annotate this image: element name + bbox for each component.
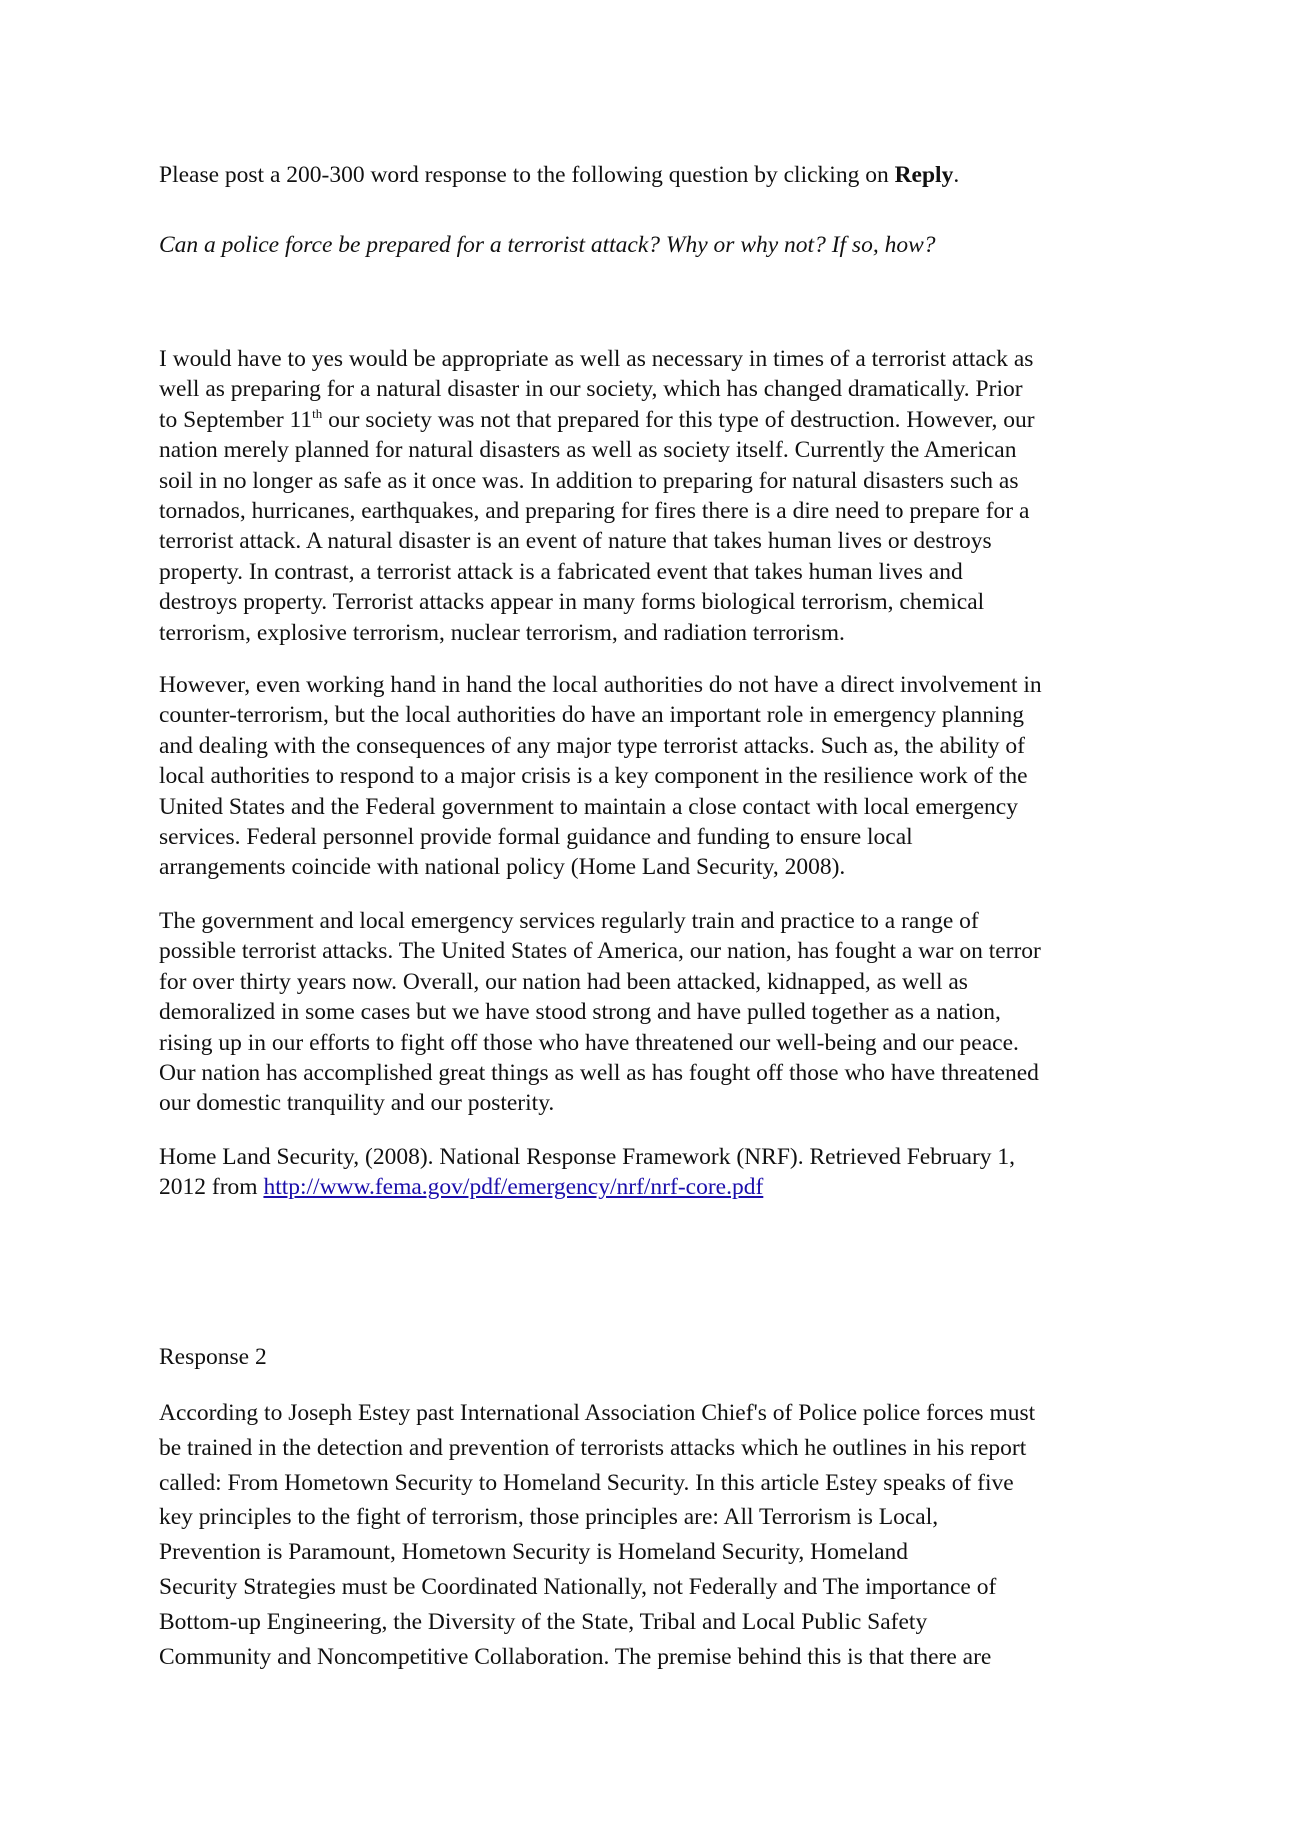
text-line: I would have to yes would be appropriate as well as necessary in times of a terrorist attack as bbox=[159, 346, 1034, 372]
text-line: counter-terrorism, but the local authorities do have an important role in emergency planning bbox=[159, 702, 1025, 729]
text-line: property. In contrast, a terrorist attack is a fabricated event that takes human lives and bbox=[159, 558, 963, 585]
text-line: arrangements coincide with national policy (Home Land Security, 2008). bbox=[159, 854, 846, 881]
text-line: to September 11th our society was not that prepared for this type of destruction. However, our bbox=[159, 405, 1035, 433]
text-line: services. Federal personnel provide formal guidance and funding to ensure local bbox=[159, 824, 913, 851]
text-line: soil in no longer as safe as it once was. In addition to preparing for natural disasters such as bbox=[159, 467, 1019, 494]
text-line: demoralized in some cases but we have stood strong and have pulled together as a nation, bbox=[159, 999, 1001, 1026]
text-line: called: From Hometown Security to Homeland Security. In this article Estey speaks of five bbox=[159, 1469, 1014, 1496]
reference-citation bbox=[159, 1142, 1159, 1203]
response1-paragraph2 bbox=[159, 670, 1159, 883]
response2-heading: Response 2 bbox=[159, 1344, 267, 1370]
text-line: key principles to the fight of terrorism, those principles are: All Terrorism is Local, bbox=[159, 1504, 939, 1531]
reference-url-link[interactable]: http://www.fema.gov/pdf/emergency/nrf/nrf-core.pdf bbox=[263, 1174, 764, 1201]
response2-paragraph bbox=[159, 1396, 1159, 1674]
text-line: According to Joseph Estey past International Association Chief's of Police police forces must bbox=[159, 1400, 1036, 1426]
text-line: our domestic tranquility and our posterity. bbox=[159, 1090, 555, 1117]
text-line: 2012 from http://www.fema.gov/pdf/emergency/nrf/nrf-core.pdf bbox=[159, 1174, 764, 1201]
response1-paragraph3 bbox=[159, 906, 1159, 1119]
text-line: However, even working hand in hand the local authorities do not have a direct involvement in bbox=[159, 672, 1042, 698]
text-line: possible terrorist attacks. The United States of America, our nation, has fought a war on terror bbox=[159, 938, 1041, 965]
text-line: rising up in our efforts to fight off those who have threatened our well-being and our peace. bbox=[159, 1029, 1019, 1056]
text-line: Prevention is Paramount, Hometown Security is Homeland Security, Homeland bbox=[159, 1539, 909, 1566]
text-line: tornados, hurricanes, earthquakes, and preparing for fires there is a dire need to prepare for a bbox=[159, 498, 1030, 525]
text-line: Home Land Security, (2008). National Response Framework (NRF). Retrieved February 1, bbox=[159, 1144, 1016, 1170]
text-line: terrorist attack. A natural disaster is an event of nature that takes human lives or destroys bbox=[159, 528, 992, 555]
text-line: local authorities to respond to a major crisis is a key component in the resilience work of the bbox=[159, 763, 1028, 790]
text-line: terrorism, explosive terrorism, nuclear terrorism, and radiation terrorism. bbox=[159, 619, 845, 646]
discussion-question: Can a police force be prepared for a terrorist attack? Why or why not? If so, how? bbox=[159, 232, 936, 258]
ordinal-superscript: th bbox=[312, 405, 323, 421]
text-line: nation merely planned for natural disasters as well as society itself. Currently the American bbox=[159, 437, 1017, 464]
text-line: destroys property. Terrorist attacks appear in many forms biological terrorism, chemical bbox=[159, 589, 985, 616]
text-line: be trained in the detection and prevention of terrorists attacks which he outlines in his report bbox=[159, 1434, 1027, 1461]
text-line: Security Strategies must be Coordinated Nationally, not Federally and The importance of bbox=[159, 1573, 997, 1600]
instruction-text: Please post a 200-300 word response to the following question by clicking on Reply. bbox=[159, 162, 960, 188]
text-line: Bottom-up Engineering, the Diversity of the State, Tribal and Local Public Safety bbox=[159, 1608, 928, 1635]
text-line: Our nation has accomplished great things as well as has fought off those who have threatened bbox=[159, 1060, 1039, 1087]
text-line: and dealing with the consequences of any major type terrorist attacks. Such as, the ability of bbox=[159, 732, 1025, 759]
text-line: The government and local emergency services regularly train and practice to a range of bbox=[159, 908, 979, 934]
text-line: for over thirty years now. Overall, our nation had been attacked, kidnapped, as well as bbox=[159, 968, 968, 995]
text-line: Community and Noncompetitive Collaboration. The premise behind this is that there are bbox=[159, 1643, 992, 1670]
text-line: United States and the Federal government to maintain a close contact with local emergency bbox=[159, 793, 1018, 820]
text-line: well as preparing for a natural disaster in our society, which has changed dramatically. Prior bbox=[159, 376, 1023, 403]
reply-keyword: Reply bbox=[894, 162, 954, 188]
response1-paragraph1 bbox=[159, 344, 1159, 648]
